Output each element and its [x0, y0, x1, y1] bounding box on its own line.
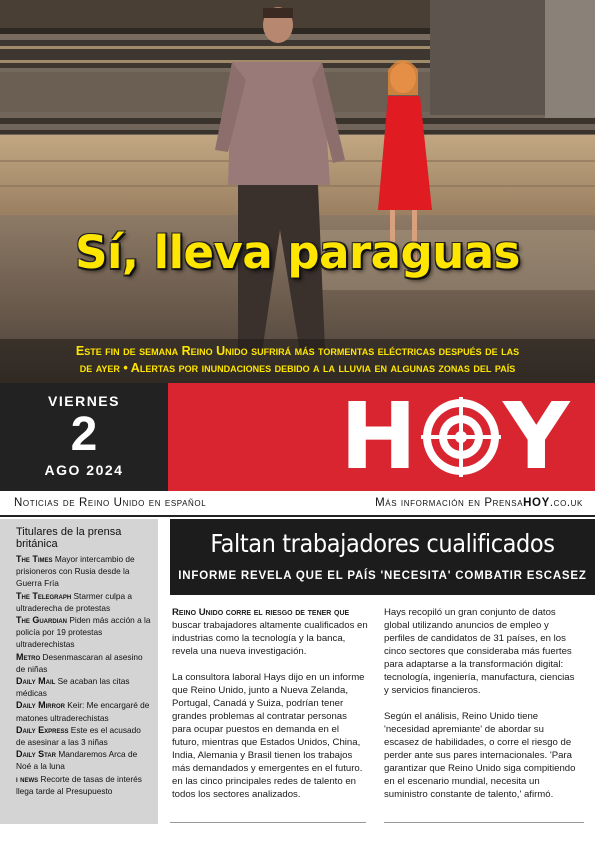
article-paragraph [172, 606, 368, 658]
headline-text: Starmer culpa a ultraderecha de protestas [16, 590, 133, 613]
headline-text: Keir: Me encargaré de matones ultraderechistas [16, 700, 150, 723]
list-item [16, 748, 152, 772]
article-title: Faltan trabajadores cualificados [210, 529, 555, 558]
headlines-sidebar [0, 519, 158, 824]
hero-headline: Sí, lleva paraguas [75, 226, 520, 279]
strap-line [0, 491, 595, 517]
paper-name: Daily Express [16, 724, 69, 735]
article-subtitle: INFORME REVELA QUE EL PAÍS 'NECESITA' COMBATIR ESCASEZ [178, 570, 587, 582]
list-item [16, 699, 152, 723]
article-lead: Reino Unido corre el riesgo de tener que [172, 607, 350, 618]
list-item [16, 773, 152, 797]
headline-text: Desenmascaran al asesino de niñas [16, 651, 143, 674]
hero-deck-line-1: Este fin de semana Reino Unido sufrirá más tormentas eléctricas después de las [75, 344, 520, 358]
list-item [16, 675, 152, 699]
hero-banner [0, 0, 595, 383]
hero-deck [0, 339, 595, 383]
article-body [170, 606, 584, 820]
sidebar-title: Titulares de la prensa británica [16, 526, 122, 550]
headline-text: Piden más acción a la policía por 19 protestas ultraderechistas [16, 615, 151, 650]
headline-text: Mayor intercambio de prisioneros con Rusia desde la Guerra Fría [16, 554, 135, 589]
list-item [16, 651, 152, 675]
column-divider [170, 822, 366, 823]
brand-logo [168, 383, 595, 491]
article-column-1 [172, 606, 368, 814]
list-item [16, 724, 152, 748]
headline-text: Este es el acusado de asesinar a las 3 niñas [16, 724, 141, 748]
article-column-2 [384, 606, 580, 814]
headline-text: Se acaban las citas médicas [16, 676, 130, 699]
paper-name: Daily Mirror [16, 700, 65, 711]
article-paragraph: Hays recopiló un gran conjunto de datos global utilizando anuncios de empleo y perfiles de candidatos de 31 países, en los cinco sectores que consideraba más fuertes para adaptarse a la transformación digital: tecnología, ingeniería, manufactura, ciencias y servicios financieros. [384, 607, 575, 696]
date-month-year: AGO 2024 [44, 462, 124, 478]
brand-letter-h: H [340, 383, 419, 490]
column-divider [384, 822, 584, 823]
target-icon [421, 397, 501, 477]
website-brand: HOY [523, 497, 550, 509]
list-item [16, 553, 152, 590]
paper-name: Daily Star [16, 749, 57, 760]
hero-deck-line-2: de ayer • Alertas por inundaciones debido a la lluvia en algunas zonas del país [79, 361, 516, 375]
article-lead-rest: buscar trabajadores altamente cualificados en industrias como la tecnología y la banca, revela una nueva investigación. [172, 620, 368, 657]
tagline: Noticias de Reino Unido en español [14, 497, 207, 509]
article-paragraph: Según el análisis, Reino Unido tiene 'necesidad apremiante' de abordar su escasez de habilidades, o corre el riesgo de perder ante sus pares internacionales. 'Para garantizar que Reino Unido siga compitiendo en el escenario mundial, necesita un suministro constante de talento,' afirmó. [384, 711, 576, 800]
list-item [16, 614, 152, 651]
article-paragraph: La consultora laboral Hays dijo en un informe que Reino Unido, junto a Nueva Zelanda, Portugal, Canadá y Suiza, podrían tener grandes problemas al contratar personas para ocupar puestos en demanda en el futuro, mientras que Estados Unidos, China, India, Alemania y Brasil tienen los trabajos más demandados y emergentes en el futuro. en las cinco principales redes de talento en todos los sectores analizados. [172, 672, 365, 800]
website-link[interactable] [375, 497, 583, 509]
website-suffix: .co.uk [549, 497, 583, 509]
date-box [0, 383, 168, 491]
list-item [16, 590, 152, 614]
paper-name: Daily Mail [16, 676, 56, 687]
headline-text: Mandaremos Arca de Noé a la luna [16, 749, 138, 772]
date-number: 2 [70, 408, 98, 461]
headline-text: Recorte de tasas de interés llega tarde al Presupuesto [16, 773, 142, 796]
paper-name: i news [16, 773, 39, 784]
paper-name: Metro [16, 651, 41, 662]
date-day: VIERNES [48, 393, 120, 409]
hero-photo [0, 0, 595, 383]
website-prefix: Más información en Prensa [375, 497, 524, 509]
article-header [170, 519, 595, 595]
brand-letter-y: Y [503, 383, 572, 490]
paper-name: The Times [16, 554, 53, 564]
brand-wordmark [340, 385, 572, 489]
paper-name: The Guardian [16, 615, 67, 626]
paper-name: The Telegraph [16, 590, 72, 601]
